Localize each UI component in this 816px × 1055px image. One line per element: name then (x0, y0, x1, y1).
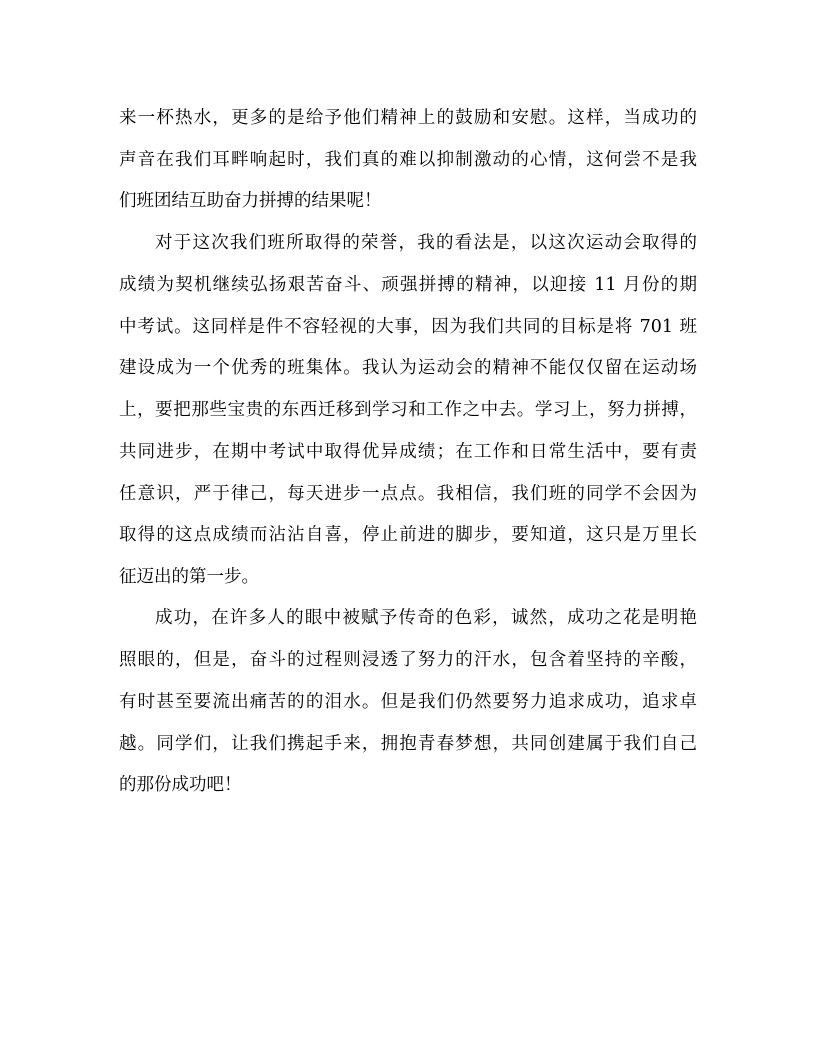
text-line: 有时甚至要流出痛苦的的泪水。但是我们仍然要努力追求成功，追求卓 (119, 692, 697, 712)
text-line: 越。同学们，让我们携起手来，拥抱青春梦想，共同创建属于我们自己 (119, 734, 697, 754)
text-line: 对于这次我们班所取得的荣誉，我的看法是，以这次运动会取得的 (155, 233, 697, 253)
text-line: 任意识，严于律己，每天进步一点点。我相信，我们班的同学不会因为 (119, 484, 697, 504)
text-line: 来一杯热水，更多的是给予他们精神上的鼓励和安慰。这样，当成功的 (119, 108, 697, 128)
text-line: 取得的这点成绩而沾沾自喜，停止前进的脚步，要知道，这只是万里长 (119, 525, 697, 545)
text-line: 上，要把那些宝贵的东西迁移到学习和工作之中去。学习上，努力拼搏， (119, 400, 697, 420)
text-line: 成功，在许多人的眼中被赋予传奇的色彩，诚然，成功之花是明艳 (155, 608, 697, 628)
text-line: 建设成为一个优秀的班集体。我认为运动会的精神不能仅仅留在运动场 (119, 358, 697, 378)
text-line: 照眼的，但是，奋斗的过程则浸透了努力的汗水，包含着坚持的辛酸， (119, 650, 697, 670)
text-line: 成绩为契机继续弘扬艰苦奋斗、顽强拼搏的精神，以迎接 11 月份的期 (119, 275, 697, 295)
text-line: 征迈出的第一步。 (119, 567, 259, 587)
text-line: 中考试。这同样是件不容轻视的大事，因为我们共同的目标是将 701 班 (119, 317, 697, 337)
text-line: 的那份成功吧！ (119, 775, 242, 795)
text-line: 声音在我们耳畔响起时，我们真的难以抑制激动的心情，这何尝不是我 (119, 150, 697, 170)
text-line: 们班团结互助奋力拼搏的结果呢！ (119, 191, 382, 211)
text-line: 共同进步，在期中考试中取得优异成绩；在工作和日常生活中，要有责 (119, 442, 697, 462)
